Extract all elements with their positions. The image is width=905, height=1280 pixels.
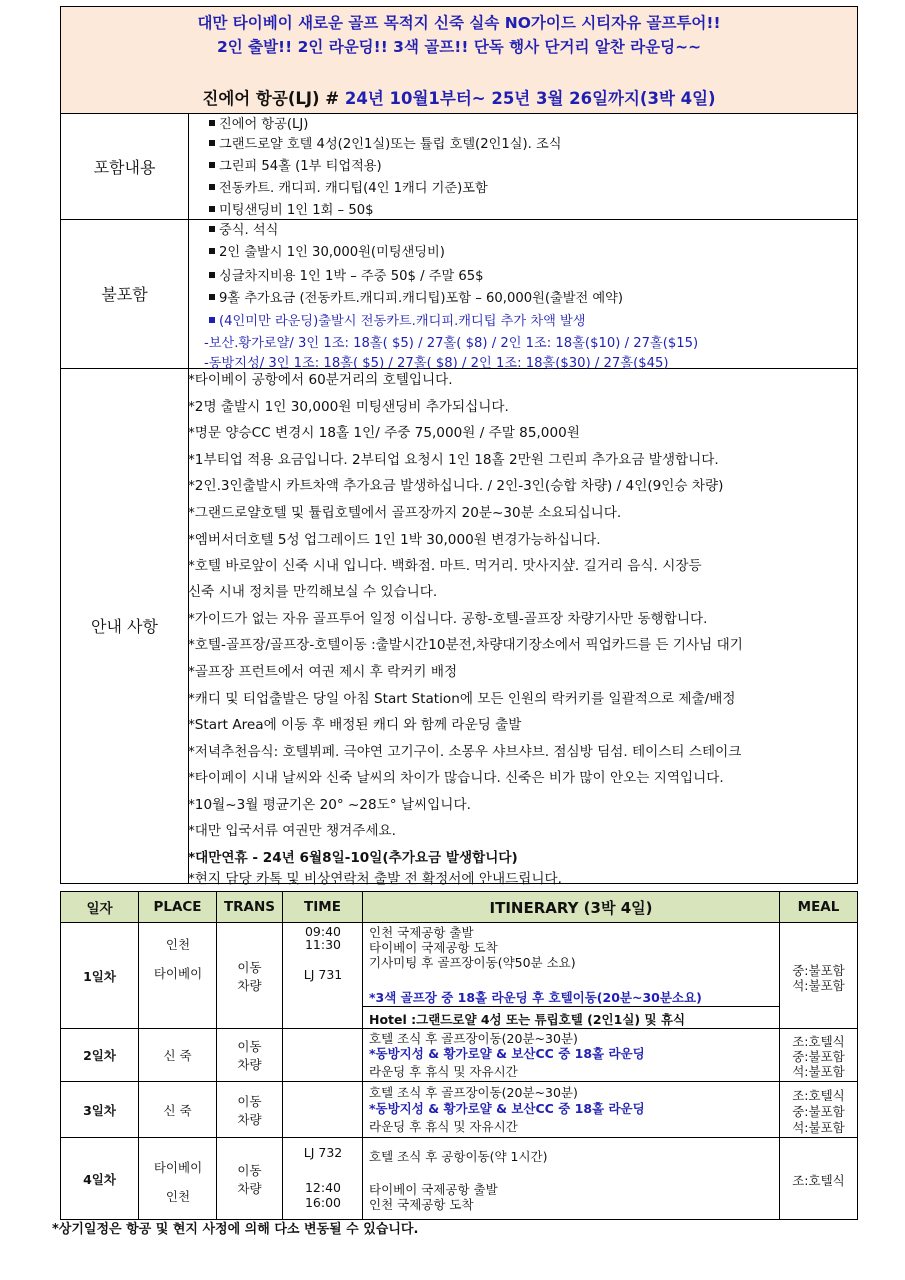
itinerary-row-day4 — [61, 1138, 857, 1219]
place-cell: 인천 타이베이 — [139, 923, 217, 1028]
time-cell: 09:40 11:30 LJ 731 — [283, 923, 363, 1028]
place-cell: 신 죽 — [139, 1082, 217, 1137]
bullet-icon — [209, 248, 215, 254]
itinerary-table — [60, 891, 858, 1220]
surcharge-line: -보산.황가로얄/ 3인 1조: 18홀( $5) / 27홀( $8) / 2인 1조: 18홀($10) / 27홀($15) — [204, 336, 699, 351]
bullet-icon — [209, 162, 215, 168]
bullet-icon — [209, 184, 215, 190]
divider — [363, 1006, 779, 1007]
header-period: 24년 10월1부터~ 25년 3월 26일까지(3박 4일) — [344, 89, 716, 108]
header-period-line — [61, 85, 857, 109]
included-item: 그린피 54홀 (1부 티업적용) — [209, 155, 382, 174]
time-cell: LJ 732 12:40 16:00 — [283, 1138, 363, 1219]
itinerary-cell: 호텔 조식 후 골프장이동(20분~30분) *동방지성 & 황가로얄 & 보산CC 중 18홀 라운딩 라운딩 후 휴식 및 자유시간 — [363, 1082, 780, 1137]
included-section — [61, 113, 857, 220]
included-item: 진에어 항공(LJ) — [209, 113, 308, 132]
itinerary-row-day3 — [61, 1082, 857, 1138]
notice-line: *저녁추천음식: 호텔뷔페. 극야연 고기구이. 소몽우 샤브샤브. 점심방 딤섬. 테이스티 스테이크 — [188, 744, 742, 760]
bullet-icon — [209, 120, 215, 126]
included-item: 전동카트. 캐디피. 캐디팁(4인 1캐디 기준)포함 — [209, 177, 488, 196]
notice-line: *대만 입국서류 여권만 챙겨주세요. — [188, 823, 396, 839]
header-airline: 진에어 항공(LJ) # — [202, 89, 345, 108]
place-cell: 타이베이 인천 — [139, 1138, 217, 1219]
header-title-line1: 대만 타이베이 새로운 골프 목적지 신죽 실속 NO가이드 시티자유 골프투어!! — [197, 14, 721, 32]
notice-line: *호텔 바로앞이 신죽 시내 입니다. 백화점. 마트. 먹거리. 맛사지샾. 길거리 음식. 시장등 — [188, 558, 702, 574]
included-item: 미팅샌딩비 1인 1회 – 50$ — [209, 199, 374, 218]
itinerary-row-day1 — [61, 923, 857, 1029]
notice-line: 신죽 시내 정치를 만끽해보실 수 있습니다. — [188, 584, 438, 600]
excluded-label: 불포함 — [61, 219, 189, 368]
bullet-icon — [209, 317, 215, 323]
meal-cell: 중:불포함 석:불포함 — [792, 963, 845, 993]
excluded-section — [61, 219, 857, 369]
itinerary-highlight: *3색 골프장 중 18홀 라운딩 후 호텔이동(20분~30분소요) — [369, 990, 702, 1005]
notice-line: *10월~3월 평균기온 20° ~28도° 날씨입니다. — [188, 797, 471, 813]
package-header — [61, 7, 857, 114]
day-cell: 2일차 — [61, 1029, 139, 1081]
meal-cell: 조:호텔식 중:불포함 석:불포함 — [792, 1034, 845, 1079]
notice-line: *2인.3인출발시 카트차액 추가요금 발생하십니다. / 2인-3인(승합 차량) / 4인(9인승 차량) — [188, 478, 724, 494]
bullet-icon — [209, 140, 215, 146]
notice-line: *그랜드로얄호텔 및 튤립호텔에서 골프장까지 20분~30분 소요되십니다. — [188, 505, 622, 521]
notice-line: *엠버서더호텔 5성 업그레이드 1인 1박 30,000원 변경가능하십니다. — [188, 532, 601, 548]
notice-line: *현지 담당 카톡 및 비상연락처 출발 전 확정서에 안내드립니다. — [188, 871, 562, 887]
excluded-item: 9홀 추가요금 (전동카트.캐디피.캐디팁)포함 – 60,000원(출발전 예약) — [209, 287, 623, 306]
trans-cell: 이동 차량 — [217, 923, 283, 1028]
header-title-line2: 2인 출발!! 2인 라운딩!! 3색 골프!! 단독 행사 단거리 알찬 라운딩~~ — [216, 38, 702, 56]
time-cell — [283, 1082, 363, 1137]
excluded-item: 2인 출발시 1인 30,000원(미팅샌딩비) — [209, 241, 445, 260]
notice-line: *대만연휴 - 24년 6월8일-10일(추가요금 발생합니다) — [188, 850, 518, 866]
excluded-item: 싱글차지비용 1인 1박 – 주중 50$ / 주말 65$ — [209, 265, 484, 284]
col-header-meal: MEAL — [780, 892, 857, 923]
place-cell: 신 죽 — [139, 1029, 217, 1081]
meal-cell: 조:호텔식 — [792, 1173, 845, 1188]
notice-line: *명문 양승CC 변경시 18홀 1인/ 주중 75,000원 / 주말 85,000원 — [188, 425, 580, 441]
trans-cell: 이동 차량 — [217, 1082, 283, 1137]
itinerary-cell: 호텔 조식 후 골프장이동(20분~30분) *동방지성 & 황가로얄 & 보산CC 중 18홀 라운딩 라운딩 후 휴식 및 자유시간 — [363, 1029, 780, 1081]
notice-line: *타이페이 시내 날씨와 신죽 날씨의 차이가 많습니다. 신죽은 비가 많이 안오는 지역입니다. — [188, 770, 724, 786]
bullet-icon — [209, 206, 215, 212]
time-cell — [283, 1029, 363, 1081]
surcharge-title: (4인미만 라운딩)출발시 전동카트.캐디피.캐디팁 추가 차액 발생 — [209, 310, 586, 329]
included-item: 그랜드로얄 호텔 4성(2인1실)또는 튤립 호텔(2인1실). 조식 — [209, 133, 561, 152]
itinerary-row-day2 — [61, 1029, 857, 1082]
surcharge-line: -동방지성/ 3인 1조: 18홀( $5) / 27홀( $8) / 2인 1조: 18홀($30) / 27홀($45) — [204, 356, 669, 371]
day-cell: 1일차 — [61, 923, 139, 1028]
notice-line: *2명 출발시 1인 30,000원 미팅샌딩비 추가되십니다. — [188, 399, 509, 415]
notice-line: *골프장 프런트에서 여권 제시 후 락커키 배정 — [188, 664, 458, 680]
bullet-icon — [209, 272, 215, 278]
notice-section — [61, 368, 857, 887]
package-info-table — [60, 6, 858, 887]
col-header-trans: TRANS — [217, 892, 283, 923]
day-cell: 3일차 — [61, 1082, 139, 1137]
hotel-line: Hotel :그랜드로얄 4성 또는 튜립호텔 (2인1실) 및 휴식 — [369, 1012, 686, 1027]
trans-cell: 이동 차량 — [217, 1029, 283, 1081]
meal-cell: 조:호텔식 중:불포함 석:불포함 — [792, 1088, 845, 1135]
notice-label: 안내 사항 — [61, 368, 189, 883]
bullet-icon — [209, 226, 215, 232]
trans-cell: 이동 차량 — [217, 1138, 283, 1219]
excluded-item: 중식. 석식 — [209, 219, 278, 238]
notice-line: *가이드가 없는 자유 골프투어 일정 이십니다. 공항-호텔-골프장 차량기사만 동행합니다. — [188, 611, 708, 627]
col-header-time: TIME — [283, 892, 363, 923]
notice-line: *타이베이 공항에서 60분거리의 호텔입니다. — [188, 372, 453, 388]
notice-line: *캐디 및 티업출발은 당일 아침 Start Station에 모든 인원의 락커키를 일괄적으로 제출/배정 — [188, 691, 736, 707]
col-header-itinerary: ITINERARY (3박 4일) — [363, 892, 780, 923]
col-header-place: PLACE — [139, 892, 217, 923]
itinerary-cell: 호텔 조식 후 공항이동(약 1시간) 타이베이 국제공항 출발 인천 국제공항 도착 — [363, 1138, 780, 1219]
notice-line: *호텔-골프장/골프장-호텔이동 :출발시간10분전,차량대기장소에서 픽업카드를 든 기사님 대기 — [188, 637, 743, 653]
bullet-icon — [209, 294, 215, 300]
included-label: 포함내용 — [61, 113, 189, 219]
day-cell: 4일차 — [61, 1138, 139, 1219]
itinerary-cell: 인천 국제공항 출발 타이베이 국제공항 도착 기사미팅 후 골프장이동(약50분 소요) *3색 골프장 중 18홀 라운딩 후 호텔이동(20분~30분소요) Hotel :그랜드로얄 4성 또는 튜립호텔 (2인1실) 및 휴식 — [363, 923, 780, 1028]
col-header-day: 일자 — [61, 892, 139, 923]
notice-line: *1부티업 적용 요금입니다. 2부티업 요청시 1인 18홀 2만원 그린피 추가요금 발생합니다. — [188, 452, 719, 468]
notice-line: *Start Area에 이동 후 배정된 캐디 와 함께 라운딩 출발 — [188, 717, 522, 733]
footer-note: *상기일정은 항공 및 현지 사정에 의해 다소 변동될 수 있습니다. — [52, 1222, 419, 1237]
